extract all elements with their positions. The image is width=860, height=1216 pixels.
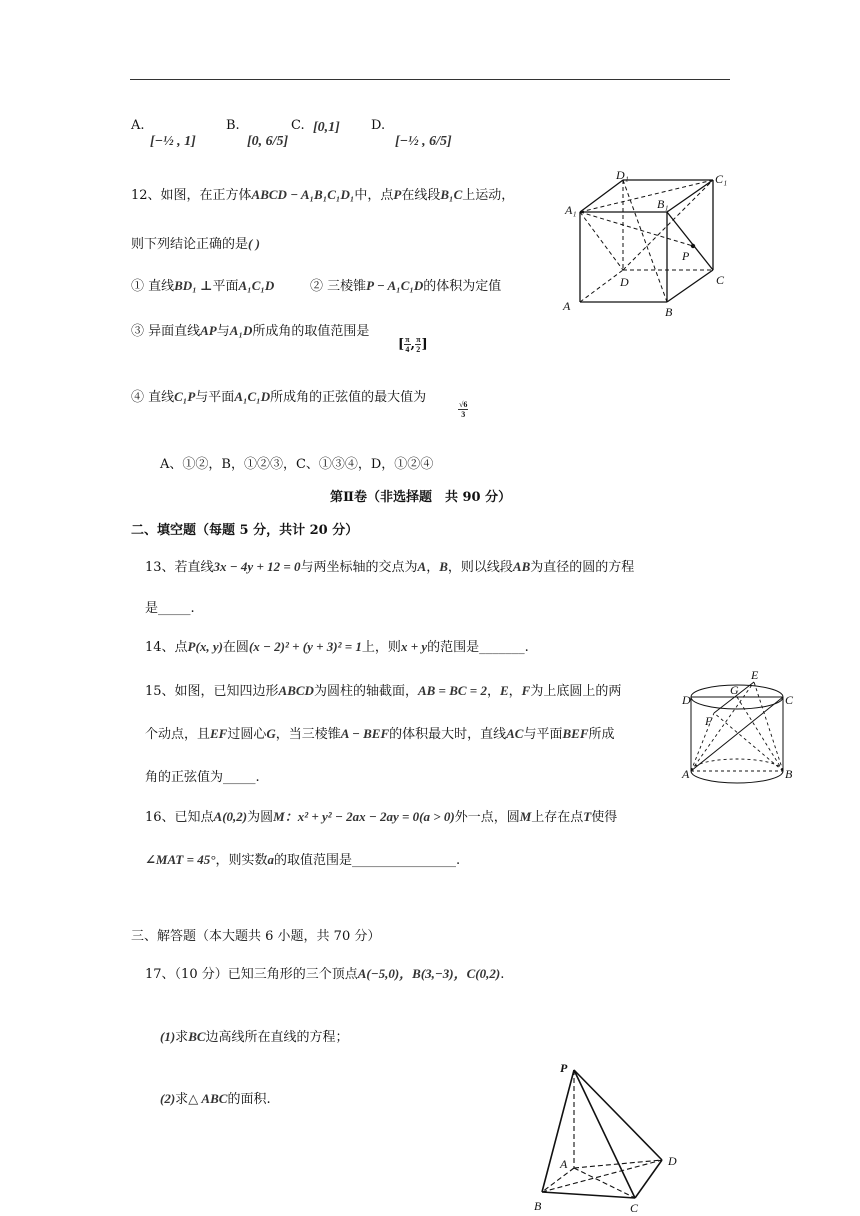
text: 的体积为定值 xyxy=(423,279,502,294)
text: ， xyxy=(426,560,440,575)
math: P − A₁C₁D xyxy=(366,278,424,293)
pyr-label-b: B xyxy=(534,1199,542,1213)
q12-statement-4 xyxy=(131,386,426,405)
q17-part2 xyxy=(160,1088,271,1107)
text: ③ 异面直线 xyxy=(131,324,201,339)
math: A(−5,0)，B(3,−3)，C(0,2) xyxy=(357,966,501,981)
math: A₁D xyxy=(229,323,253,338)
frac-num: π xyxy=(405,335,410,344)
text: 上，则 xyxy=(361,640,401,655)
q11-option-a-label: A. xyxy=(131,118,145,133)
q11-option-c-label: C. xyxy=(291,118,305,133)
pyr-label-a: A xyxy=(560,1157,568,1171)
cyl-label-c: C xyxy=(785,693,794,707)
cyl-label-g: G xyxy=(730,683,739,697)
text: 则下列结论正确的是 xyxy=(131,237,249,252)
text: 使得 xyxy=(591,810,618,825)
math: AC xyxy=(506,726,524,741)
text: 为圆柱的轴截面， xyxy=(313,684,418,699)
text: 16、已知点 xyxy=(145,810,214,825)
math: A₁C₁D xyxy=(238,278,275,293)
point-p: P xyxy=(393,187,402,202)
frac-num: π xyxy=(416,335,421,344)
math: EF xyxy=(210,726,228,741)
cube-label-d1: D₁ xyxy=(616,170,629,182)
math: AB xyxy=(512,559,531,574)
cube-label-c: C xyxy=(716,273,725,287)
math: ：x² + y² − 2ax − 2ay = 0(a > 0) xyxy=(284,809,455,824)
cyl-label-a: A xyxy=(682,767,690,781)
text: ，则以线段 xyxy=(447,560,513,575)
text: 与两坐标轴的交点为 xyxy=(300,560,418,575)
cube-label-c1: C₁ xyxy=(715,172,728,186)
q11-option-d-label: D. xyxy=(371,118,386,133)
pyramid-figure xyxy=(530,1058,690,1216)
text: ，当三棱锥 xyxy=(275,727,341,742)
text: 过圆心 xyxy=(227,727,267,742)
text: 中，点 xyxy=(354,188,394,203)
q15-line1 xyxy=(145,680,621,699)
math: BD₁ ⊥ xyxy=(174,278,213,293)
text: 边高线所在直线的方程； xyxy=(205,1030,349,1045)
q16-line2 xyxy=(145,849,460,868)
q12-number: 12、如图，在正方体 xyxy=(131,188,252,203)
math: △ ABC xyxy=(188,1091,228,1106)
text: 17、（10 分）已知三角形的三个顶点 xyxy=(145,967,358,982)
text: 与 xyxy=(216,324,230,339)
math: ∠MAT = 45° xyxy=(145,852,216,867)
text: ② 三棱锥 xyxy=(310,279,367,294)
text: 所成角的取值范围是 xyxy=(252,324,370,339)
section-fill-in: 二、填空题（每题 5 分，共计 20 分） xyxy=(131,523,359,538)
q12-stem-line2 xyxy=(131,233,260,252)
pyr-label-d: D xyxy=(668,1154,677,1168)
text: 平面 xyxy=(212,279,239,294)
math: M xyxy=(273,809,285,824)
math: B xyxy=(439,559,448,574)
q12-statement-2 xyxy=(310,275,501,294)
q13-line2: 是_____. xyxy=(145,601,195,616)
text: ，则实数 xyxy=(215,853,268,868)
text: 的范围是_______. xyxy=(427,640,529,655)
text: 的取值范围是________________. xyxy=(273,853,461,868)
q11-option-b-label: B. xyxy=(226,118,240,133)
cube-label-d: D xyxy=(620,275,629,289)
text: . xyxy=(500,967,505,982)
text: 求 xyxy=(175,1092,189,1107)
text: 外一点，圆 xyxy=(454,810,520,825)
cyl-label-e: E xyxy=(751,668,759,682)
q15-line2 xyxy=(145,723,615,742)
cube-label-b: B xyxy=(665,305,673,319)
text: 所成角的正弦值的最大值为 xyxy=(270,390,427,405)
text: ， xyxy=(486,684,500,699)
q11-option-d-value: [−½ , 6/5] xyxy=(395,134,452,149)
math: x + y xyxy=(400,639,428,654)
text: 与平面 xyxy=(523,727,563,742)
q11-option-a-value: [−½ , 1] xyxy=(150,134,196,149)
text: 的面积. xyxy=(227,1092,271,1107)
q12-stem-line1 xyxy=(131,184,514,203)
text: 14、点 xyxy=(145,640,188,655)
text: 求 xyxy=(175,1030,189,1045)
q12-statement-1 xyxy=(131,275,274,294)
segment-b1c: B₁C xyxy=(440,187,463,202)
math: M xyxy=(519,809,532,824)
cyl-label-f: F xyxy=(705,714,713,728)
math: ABCD xyxy=(278,683,314,698)
math: G xyxy=(266,726,276,741)
math: 3x − 4y + 12 = 0 xyxy=(213,559,301,574)
math: A − BEF xyxy=(340,726,390,741)
text: 上运动， xyxy=(462,188,515,203)
text: 在线段 xyxy=(401,188,441,203)
q12-cube-name: ABCD − A₁B₁C₁D₁ xyxy=(251,187,355,202)
cylinder-figure xyxy=(680,668,800,788)
q17-stem xyxy=(145,963,504,982)
math: C₁P xyxy=(174,389,196,404)
cube-label-a1: A₁ xyxy=(565,203,577,217)
cube-label-b1: B₁ xyxy=(657,197,669,211)
frac-den: 4 xyxy=(405,345,410,354)
cube-label-p: P xyxy=(682,249,690,263)
math: (x − 2)² + (y + 3)² = 1 xyxy=(248,639,362,654)
math: AP xyxy=(200,323,217,338)
pyr-label-c: C xyxy=(630,1201,639,1215)
text: 的体积最大时，直线 xyxy=(389,727,507,742)
math: BEF xyxy=(562,726,589,741)
math: A(0,2) xyxy=(213,809,248,824)
text: 在圆 xyxy=(222,640,249,655)
text: 为直径的圆的方程 xyxy=(530,560,635,575)
math: F xyxy=(521,683,531,698)
math: a xyxy=(267,852,274,867)
text: 15、如图，已知四边形 xyxy=(145,684,279,699)
text: 所成 xyxy=(588,727,615,742)
math: AB = BC = 2 xyxy=(417,683,487,698)
frac-den: 3 xyxy=(461,410,466,419)
text: 13、若直线 xyxy=(145,560,214,575)
text: ④ 直线 xyxy=(131,390,175,405)
math: A₁C₁D xyxy=(234,389,271,404)
q17-part1 xyxy=(160,1026,349,1045)
text: 为上底圆上的两 xyxy=(530,684,622,699)
text: 个动点，且 xyxy=(145,727,211,742)
section-solutions: 三、解答题（本大题共 6 小题，共 70 分） xyxy=(131,929,381,944)
q12-range: [ $\frac{\pi}{4}$ , $\frac{\pi}{2}$ ] xyxy=(398,335,428,354)
math: T xyxy=(583,809,592,824)
q12-options: A、①②，B，①②③，C、①③④，D，①②④ xyxy=(160,457,434,472)
math: (1) xyxy=(160,1029,176,1044)
text: 为圆 xyxy=(247,810,274,825)
pyr-label-p: P xyxy=(560,1061,568,1075)
text: ， xyxy=(508,684,522,699)
text: ① 直线 xyxy=(131,279,175,294)
math: A xyxy=(417,559,427,574)
q15-line3: 角的正弦值为_____. xyxy=(145,770,260,785)
text: 与平面 xyxy=(195,390,235,405)
math: P(x, y) xyxy=(187,639,223,654)
text: 上存在点 xyxy=(531,810,584,825)
cube-label-a: A xyxy=(563,299,571,313)
cyl-label-d: D xyxy=(682,693,691,707)
math: BC xyxy=(188,1029,206,1044)
cyl-label-b: B xyxy=(785,767,793,781)
cube-figure xyxy=(560,170,735,320)
frac-num: √6 xyxy=(459,400,468,409)
frac-den: 2 xyxy=(416,345,421,354)
q12-sine-max xyxy=(458,400,468,419)
header-rule xyxy=(130,79,730,80)
math: (2) xyxy=(160,1091,176,1106)
q16-line1 xyxy=(145,806,617,825)
answer-paren: ( ) xyxy=(248,236,260,251)
q13-line1 xyxy=(145,556,634,575)
math: E xyxy=(499,683,509,698)
q11-option-b-value: [0, 6/5] xyxy=(247,134,289,149)
q12-statement-3 xyxy=(131,320,369,339)
q11-option-c-value: [0,1] xyxy=(313,120,340,135)
q14 xyxy=(145,636,529,655)
part2-title: 第Ⅱ卷（非选择题 共 90 分） xyxy=(330,490,512,505)
